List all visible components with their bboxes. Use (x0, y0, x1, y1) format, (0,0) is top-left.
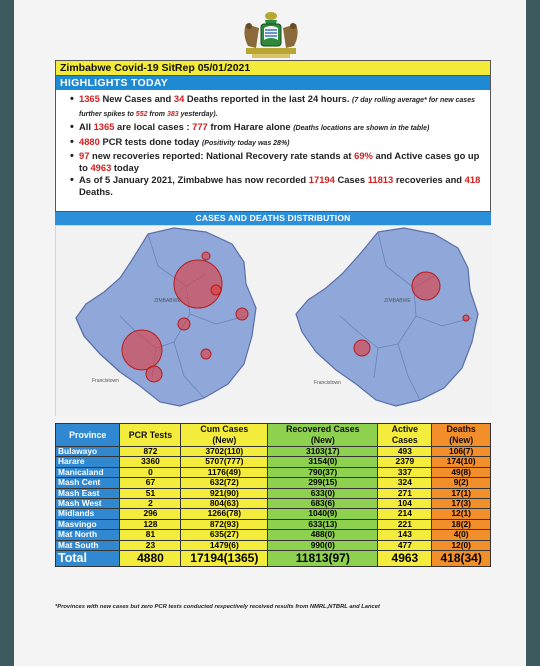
mat-south-cases-bubble (146, 366, 162, 382)
bulawayo-deaths-bubble (354, 340, 370, 356)
header-cum-cases: Cum Cases (New) (181, 424, 268, 447)
header-recovered: Recovered Cases (New) (268, 424, 378, 447)
highlight-local-cases: • All 1365 are local cases : 777 from Harare alone (Deaths locations are shown in the table) (70, 121, 484, 135)
highlight-cumulative: • As of 5 January 2021, Zimbabwe has now recorded 17194 Cases 11813 recoveries and 418 Deaths. (70, 174, 484, 198)
table-header-row (56, 424, 491, 447)
table-row: Mash East 51 921(90) 633(0) 271 17(1) (56, 488, 491, 498)
manicaland-deaths-bubble (463, 315, 469, 321)
header-province: Province (56, 424, 120, 447)
highlight-pcr-tests: • 4880 PCR tests done today (Positivity today was 28%) (70, 136, 484, 150)
table-row: Midlands 296 1266(78) 1040(9) 214 12(1) (56, 509, 491, 519)
table-row: Bulawayo 872 3702(110) 3103(17) 493 106(7) (56, 447, 491, 457)
harare-cases-bubble (174, 260, 222, 308)
table-row: Mat North 81 635(27) 488(0) 143 4(0) (56, 530, 491, 540)
distribution-heading: CASES AND DEATHS DISTRIBUTION (55, 212, 491, 225)
left-frame-border (0, 0, 14, 666)
midlands-cases-bubble (178, 318, 190, 330)
highlight-recoveries: • 97 new recoveries reported: National Recovery rate stands at 69% and Active cases go up to 4963 today (70, 150, 484, 174)
distribution-maps (55, 225, 491, 416)
mash-cent-cases-bubble (202, 252, 210, 260)
cases-map (56, 226, 274, 417)
cases-map-label-francistown: Francistown (92, 378, 119, 384)
header-deaths: Deaths (New) (432, 424, 491, 447)
deaths-map-label-francistown: Francistown (314, 380, 341, 386)
zimbabwe-coat-of-arms-icon (232, 10, 310, 60)
highlights-panel (55, 60, 491, 212)
harare-deaths-bubble (412, 272, 440, 300)
mash-east-cases-bubble (211, 285, 221, 295)
province-table (55, 423, 491, 567)
table-row: Manicaland 0 1176(49) 790(37) 337 49(8) (56, 467, 491, 477)
highlight-new-cases: • 1365 New Cases and 34 Deaths reported in the last 24 hours. (7 day rolling average* for new cases further spikes to 552 from 383 yesterday). (70, 93, 484, 121)
masvingo-cases-bubble (201, 349, 211, 359)
bulawayo-cases-bubble (122, 330, 162, 370)
sitrep-title: Zimbabwe Covid-19 SitRep 05/01/2021 (56, 61, 490, 76)
table-row: Mash West 2 804(63) 683(6) 104 17(3) (56, 499, 491, 509)
table-total-row: Total 4880 17194(1365) 11813(97) 4963 418(34) (56, 551, 491, 567)
right-frame-border (526, 0, 540, 666)
deaths-map (274, 226, 492, 417)
cases-map-label-country: ZIMBABWE (154, 298, 181, 304)
header-active: Active Cases (378, 424, 432, 447)
manicaland-cases-bubble (236, 308, 248, 320)
table-row: Harare 3360 5707(777) 3154(0) 2379 174(10) (56, 457, 491, 467)
table-row: Mat South 23 1479(6) 990(0) 477 12(0) (56, 540, 491, 550)
highlights-heading: HIGHLIGHTS TODAY (56, 76, 490, 90)
deaths-map-label-country: ZIMBABWE (384, 298, 411, 304)
footnote: *Provinces with new cases but zero PCR tests conducted respectively received results from NMRL,NTBRL and Lancet (55, 604, 380, 610)
table-row: Mash Cent 67 632(72) 299(15) 324 9(2) (56, 478, 491, 488)
header-pcr: PCR Tests (120, 424, 181, 447)
highlights-list (56, 90, 490, 199)
table-row: Masvingo 128 872(93) 633(13) 221 18(2) (56, 519, 491, 529)
